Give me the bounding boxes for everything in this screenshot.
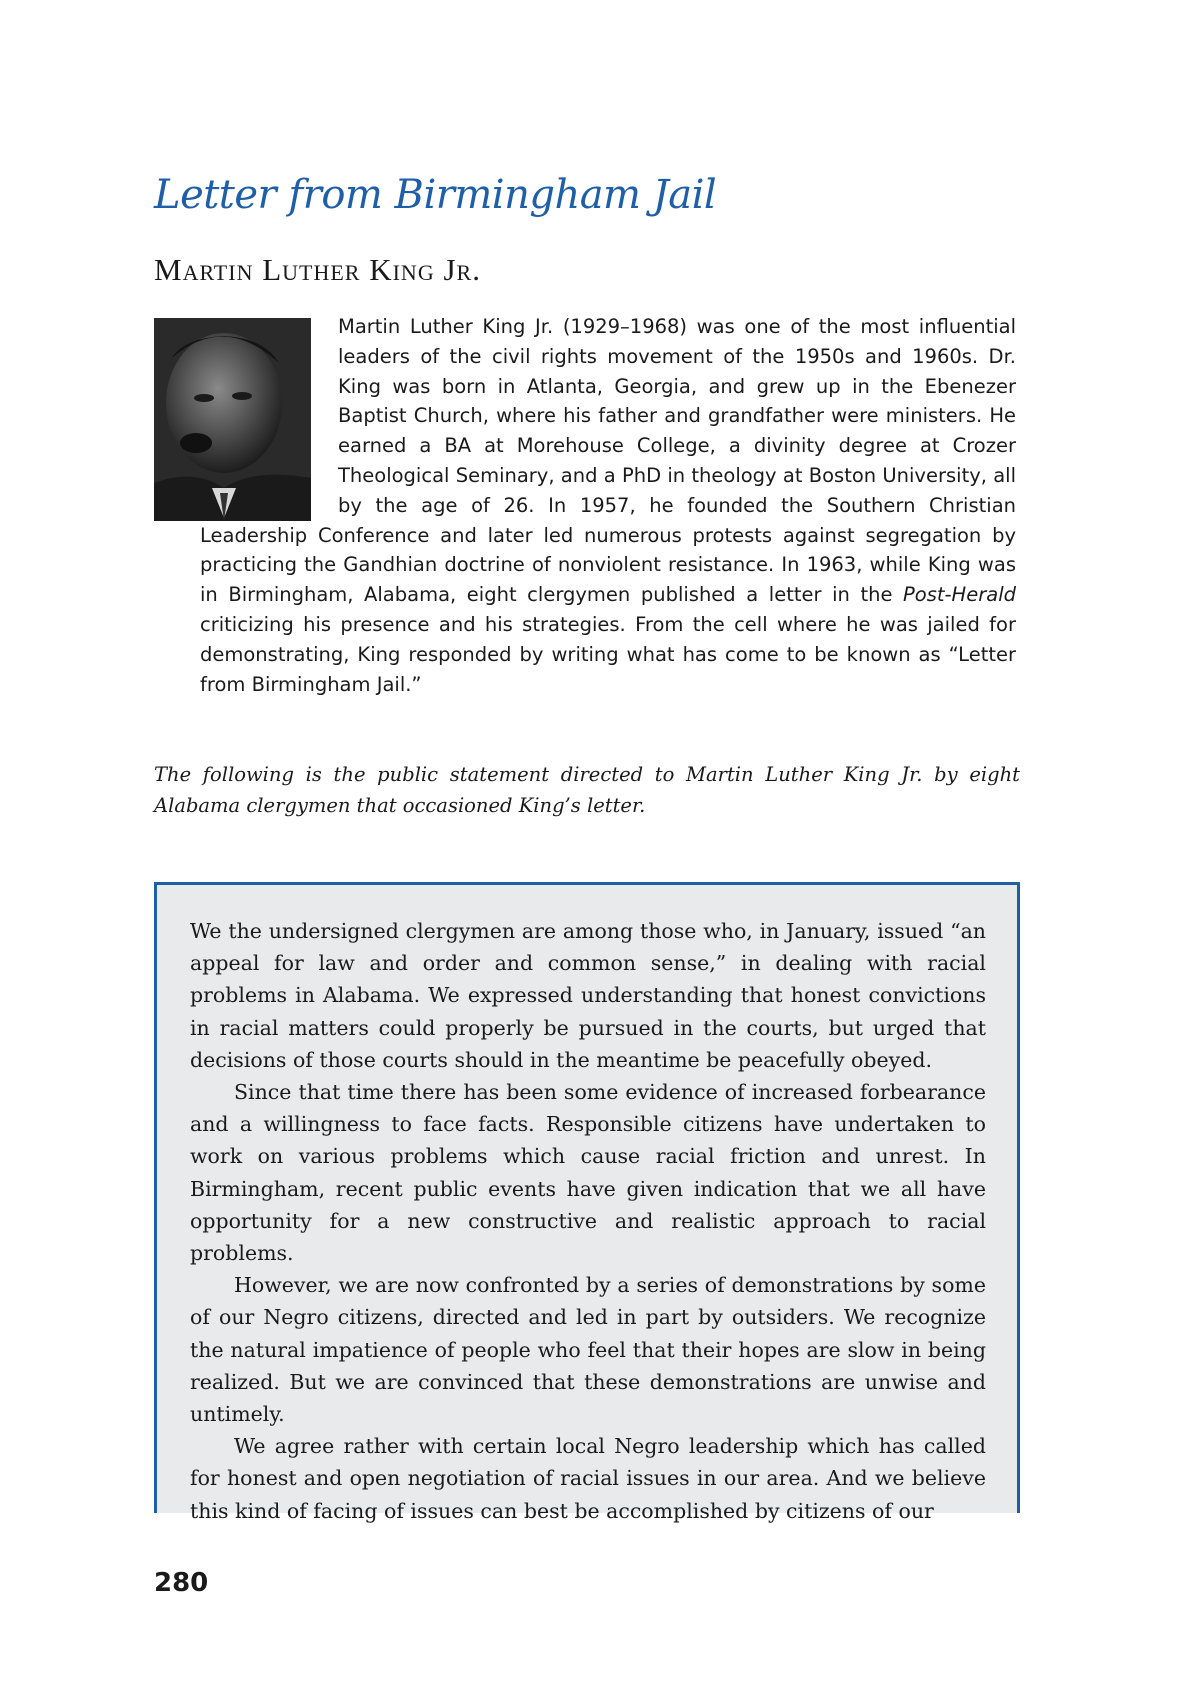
- statement-paragraph: We agree rather with certain local Negro leadership which has called for honest and open negotiation of racial issues in our area. And we believe this kind of facing of issues can best be accomplished by citizens of our: [190, 1434, 986, 1523]
- intro-note: The following is the public statement directed to Martin Luther King Jr. by eight Alabama clergymen that occasioned King’s letter.: [154, 763, 1020, 817]
- author-biography: [200, 312, 1016, 699]
- photo-spacer: [200, 312, 324, 516]
- page-title: Letter from Birmingham Jail: [154, 172, 717, 218]
- author-name: Martin Luther King Jr.: [154, 252, 481, 287]
- page-number: 280: [154, 1568, 209, 1598]
- statement-paragraph: However, we are now confronted by a series of demonstrations by some of our Negro citizens, directed and led in part by outsiders. We recognize the natural impatience of people who feel that their hopes are slow in being realized. But we are convinced that these demonstrations are unwise and untimely.: [190, 1273, 986, 1427]
- bio-text-part-1: Martin Luther King Jr. (1929–1968) was one of the most influential leaders of the civil rights movement of the 1950s and 1960s. Dr. King was born in Atlanta, Georgia, and grew up in the Ebenezer Baptist Church, where his father and grandfather were ministers. He earned a BA at Morehouse College, a divinity degree at Crozer Theological Seminary, and a PhD in theology at Boston University, all by the age of 26. In 1957, he founded the Southern Christian Leadership Conference and later led numerous protests against segregation by practicing the Gandhian doctrine of nonviolent resistance. In 1963, while King was in Birmingham, Alabama, eight clergymen published a letter in the: [200, 315, 1016, 607]
- statement-text: [190, 915, 986, 1527]
- clergy-statement-box: [154, 882, 1020, 1523]
- bio-newspaper-title: Post-Herald: [903, 583, 1016, 607]
- statement-paragraph: Since that time there has been some evidence of increased forbearance and a willingness to face facts. Responsible citizens have undertaken to work on various problems which cause racial friction and unrest. In Birmingham, recent public events have given indication that we all have opportunity for a new constructive and realistic approach to racial problems.: [190, 1080, 986, 1266]
- statement-paragraph: We the undersigned clergymen are among those who, in January, issued “an appeal for law and order and common sense,” in dealing with racial problems in Alabama. We expressed understanding that honest convictions in racial matters could properly be pursued in the courts, but urged that decisions of those courts should in the meantime be peacefully obeyed.: [190, 919, 986, 1072]
- bio-text-part-2: criticizing his presence and his strategies. From the cell where he was jailed for demonstrating, King responded by writing what has come to be known as “Letter from Birmingham Jail.”: [200, 612, 1016, 696]
